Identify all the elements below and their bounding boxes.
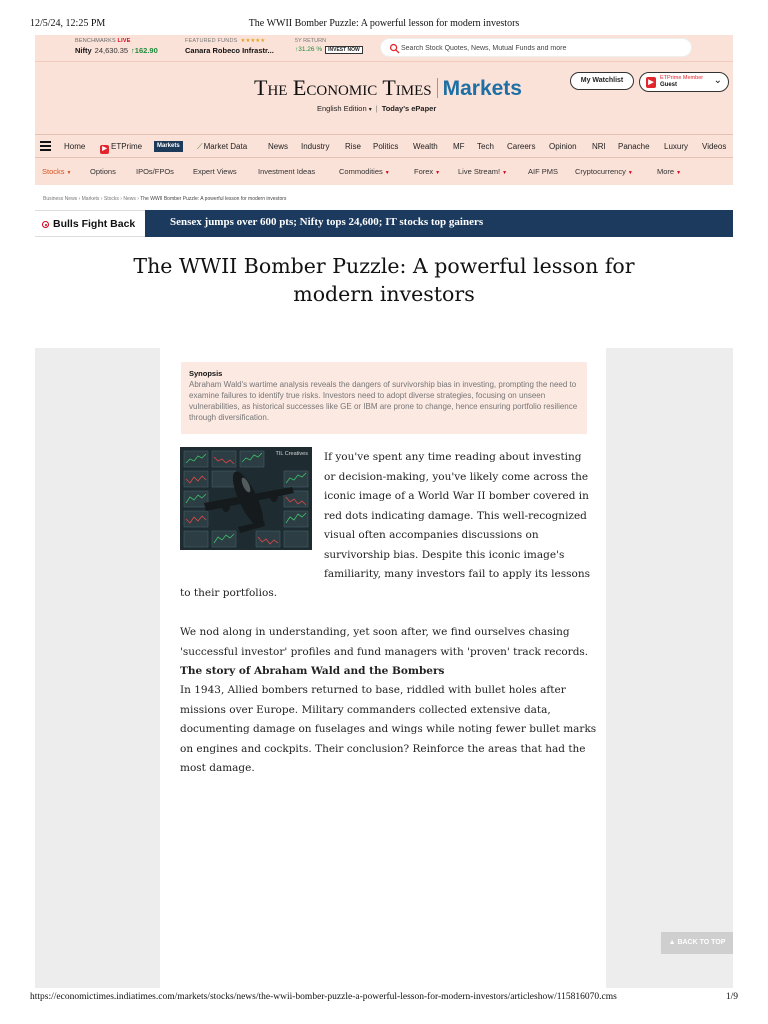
benchmark-widget[interactable] xyxy=(75,38,158,55)
search-input[interactable] xyxy=(401,41,686,55)
subnav-item-expert-views[interactable]: Expert Views xyxy=(193,167,237,176)
chart-icon: ⟋ xyxy=(197,142,203,151)
chevron-down-icon: ⌄ xyxy=(713,75,722,86)
return-value: ↑31.26 % xyxy=(295,46,323,53)
print-footer xyxy=(30,992,738,1006)
member-status: ETPrime Member xyxy=(660,75,704,81)
right-ad-slot xyxy=(606,348,733,988)
article-paragraph: We nod along in understanding, yet soon after, we find ourselves chasing 'successful investor' profiles and fund managers with 'proven' track records. xyxy=(180,626,589,658)
breadcrumb-link[interactable]: Markets xyxy=(81,196,100,202)
back-to-top-button[interactable]: ▲ BACK TO TOP xyxy=(661,932,733,954)
nav-item-nri[interactable]: NRI xyxy=(592,142,606,151)
featured-fund[interactable] xyxy=(185,38,274,55)
nav-item-etprime[interactable]: ▶ ETPrime xyxy=(100,135,142,159)
breadcrumb-link[interactable]: Business News xyxy=(43,196,78,202)
nav-item-opinion[interactable]: Opinion xyxy=(549,142,577,151)
invest-now-button[interactable]: INVEST NOW xyxy=(325,46,363,54)
divider: | xyxy=(375,104,378,113)
logo-divider xyxy=(437,78,438,98)
article-paragraph: If you've spent any time reading about investing or decision-making, you've likely come across the iconic image of a World War II bomber covered in red dots indicating damage. This well-recognized visual often accompanies discussions on survivorship bias. Despite this iconic image's familiarity, many investors fail to apply its lessons xyxy=(324,451,590,580)
article-title: The WWII Bomber Puzzle: A powerful lesson for modern investors xyxy=(133,254,635,306)
subnav-item-cryptocurrency[interactable]: Cryptocurrency ▼ xyxy=(575,167,633,176)
synopsis-text: Abraham Wald's wartime analysis reveals the dangers of survivorship bias in investing, prompting the need to examine failures to identify true risks. Investors need to adopt diverse strategies, focusing on unseen vulnerabilities, as historical successes like GE or IBM are prone to change, hence ensuring portfolio resilience through diversification. xyxy=(189,380,578,422)
nav-item-markets[interactable]: Markets xyxy=(154,141,183,152)
nav-item-politics[interactable]: Politics xyxy=(373,142,399,151)
article-image[interactable] xyxy=(180,447,312,550)
breaking-news-bar[interactable] xyxy=(35,210,733,237)
nav-item-videos[interactable]: Videos xyxy=(702,142,727,151)
article-paragraph: In 1943, Allied bombers returned to base, riddled with bullet holes after missions over Europe. Military commanders collected extensive data, documenting damage on fuselages and wings while noting fewer bullet marks on engines and cockpits. Their conclusion? Reinforce the areas that had the most damage. xyxy=(180,684,597,774)
nav-item-tech[interactable]: Tech xyxy=(477,142,494,151)
print-page-number: 1/9 xyxy=(725,992,738,1002)
caret-down-icon: ▼ xyxy=(676,170,682,176)
nav-item-mf[interactable]: MF xyxy=(453,142,465,151)
print-url: https://economictimes.indiatimes.com/markets/stocks/news/the-wwii-bomber-puzzle-a-powerful-lesson-for-modern-investors/articleshow/115816070.cms xyxy=(30,992,617,1002)
ticker-bar xyxy=(35,35,733,62)
member-name: Guest xyxy=(660,82,678,88)
nav-item-luxury[interactable]: Luxury xyxy=(664,142,689,151)
print-header xyxy=(30,18,738,32)
image-credit: TIL Creatives xyxy=(275,451,308,457)
index-value: 24,630.35 xyxy=(94,46,129,55)
etprime-logo-icon: ▶ xyxy=(646,77,656,88)
caret-down-icon: ▼ xyxy=(66,170,72,176)
main-nav xyxy=(35,134,733,158)
hamburger-menu-icon[interactable] xyxy=(40,141,51,151)
live-label: LIVE xyxy=(117,38,131,44)
fund-return xyxy=(295,38,363,54)
nav-item-news[interactable]: News xyxy=(268,142,289,151)
nav-item-market-data[interactable]: ⟋Market Data xyxy=(197,135,247,159)
breadcrumb-current: The WWII Bomber Puzzle: A powerful lesson for modern investors xyxy=(140,196,287,202)
nav-item-careers[interactable]: Careers xyxy=(507,142,536,151)
subnav-item-more[interactable]: More ▼ xyxy=(657,167,682,176)
subnav-item-aif-pms[interactable]: AIF PMS xyxy=(528,167,559,176)
member-menu[interactable] xyxy=(639,72,729,92)
et-logo: The Economic Times xyxy=(254,75,432,100)
breaking-news-tag xyxy=(35,210,145,237)
subnav-item-forex[interactable]: Forex ▼ xyxy=(414,167,441,176)
edition-bar xyxy=(317,104,436,113)
index-name: Nifty xyxy=(75,46,92,55)
subnav-item-live-stream[interactable]: Live Stream! ▼ xyxy=(458,167,508,176)
markets-logo: Markets xyxy=(442,77,522,100)
caret-down-icon: ▼ xyxy=(384,170,390,176)
search-icon xyxy=(389,43,400,54)
caret-down-icon: ▼ xyxy=(627,170,633,176)
subnav-item-stocks[interactable]: Stocks ▼ xyxy=(42,167,72,176)
site-header xyxy=(35,35,733,185)
subnav-item-ipos[interactable]: IPOs/FPOs xyxy=(136,167,174,176)
nav-item-panache[interactable]: Panache xyxy=(618,142,650,151)
nav-item-rise[interactable]: Rise xyxy=(345,142,362,151)
breadcrumb-link[interactable]: News xyxy=(123,196,136,202)
left-ad-slot xyxy=(35,348,160,988)
nav-item-industry[interactable]: Industry xyxy=(301,142,330,151)
caret-down-icon: ▼ xyxy=(435,170,441,176)
subnav-item-commodities[interactable]: Commodities ▼ xyxy=(339,167,390,176)
subnav-item-investment-ideas[interactable]: Investment Ideas xyxy=(258,167,316,176)
subnav-item-options[interactable]: Options xyxy=(90,167,116,176)
synopsis-box xyxy=(181,362,587,434)
search-box[interactable] xyxy=(380,38,692,57)
arrow-up-icon: ↑ xyxy=(295,46,299,53)
caret-down-icon: ▾ xyxy=(368,107,372,113)
synopsis-heading: Synopsis xyxy=(189,369,223,378)
rating-stars-icon: ★★★★★ xyxy=(240,38,266,44)
edition-select[interactable]: English Edition ▾ xyxy=(317,104,372,113)
etprime-icon: ▶ xyxy=(100,145,109,154)
index-change: ↑162.90 xyxy=(131,46,158,55)
my-watchlist-button[interactable]: My Watchlist xyxy=(570,72,634,90)
breadcrumb-link[interactable]: Stocks xyxy=(103,196,119,202)
nav-item-home[interactable]: Home xyxy=(64,142,86,151)
fund-name: Canara Robeco Infrastr... xyxy=(185,46,274,55)
sub-nav xyxy=(35,159,733,185)
epaper-link[interactable]: Today's ePaper xyxy=(381,104,437,113)
live-dot-icon xyxy=(42,221,49,228)
breaking-news-headline[interactable]: Sensex jumps over 600 pts; Nifty tops 24,600; IT stocks top gainers xyxy=(170,216,484,228)
benchmarks-label: BENCHMARKS xyxy=(75,38,116,44)
nav-item-wealth[interactable]: Wealth xyxy=(413,142,438,151)
print-doc-title: The WWII Bomber Puzzle: A powerful lesson for modern investors xyxy=(248,18,520,29)
article-subheading: The story of Abraham Wald and the Bombers xyxy=(180,665,445,677)
featured-funds-label: FEATURED FUNDS xyxy=(185,38,238,44)
article-paragraph: to their portfolios. xyxy=(180,587,278,599)
return-label: 5Y RETURN xyxy=(295,38,327,44)
bomber-illustration xyxy=(180,447,312,550)
print-datetime: 12/5/24, 12:25 PM xyxy=(30,18,106,29)
arrow-up-icon: ↑ xyxy=(131,46,135,55)
caret-down-icon: ▼ xyxy=(502,170,508,176)
breaking-news-label: Bulls Fight Back xyxy=(53,218,136,230)
breadcrumb: Business News › Markets › Stocks › News › The WWII Bomber Puzzle: A powerful lesson for modern investors xyxy=(43,196,287,202)
site-logo[interactable] xyxy=(254,75,522,101)
